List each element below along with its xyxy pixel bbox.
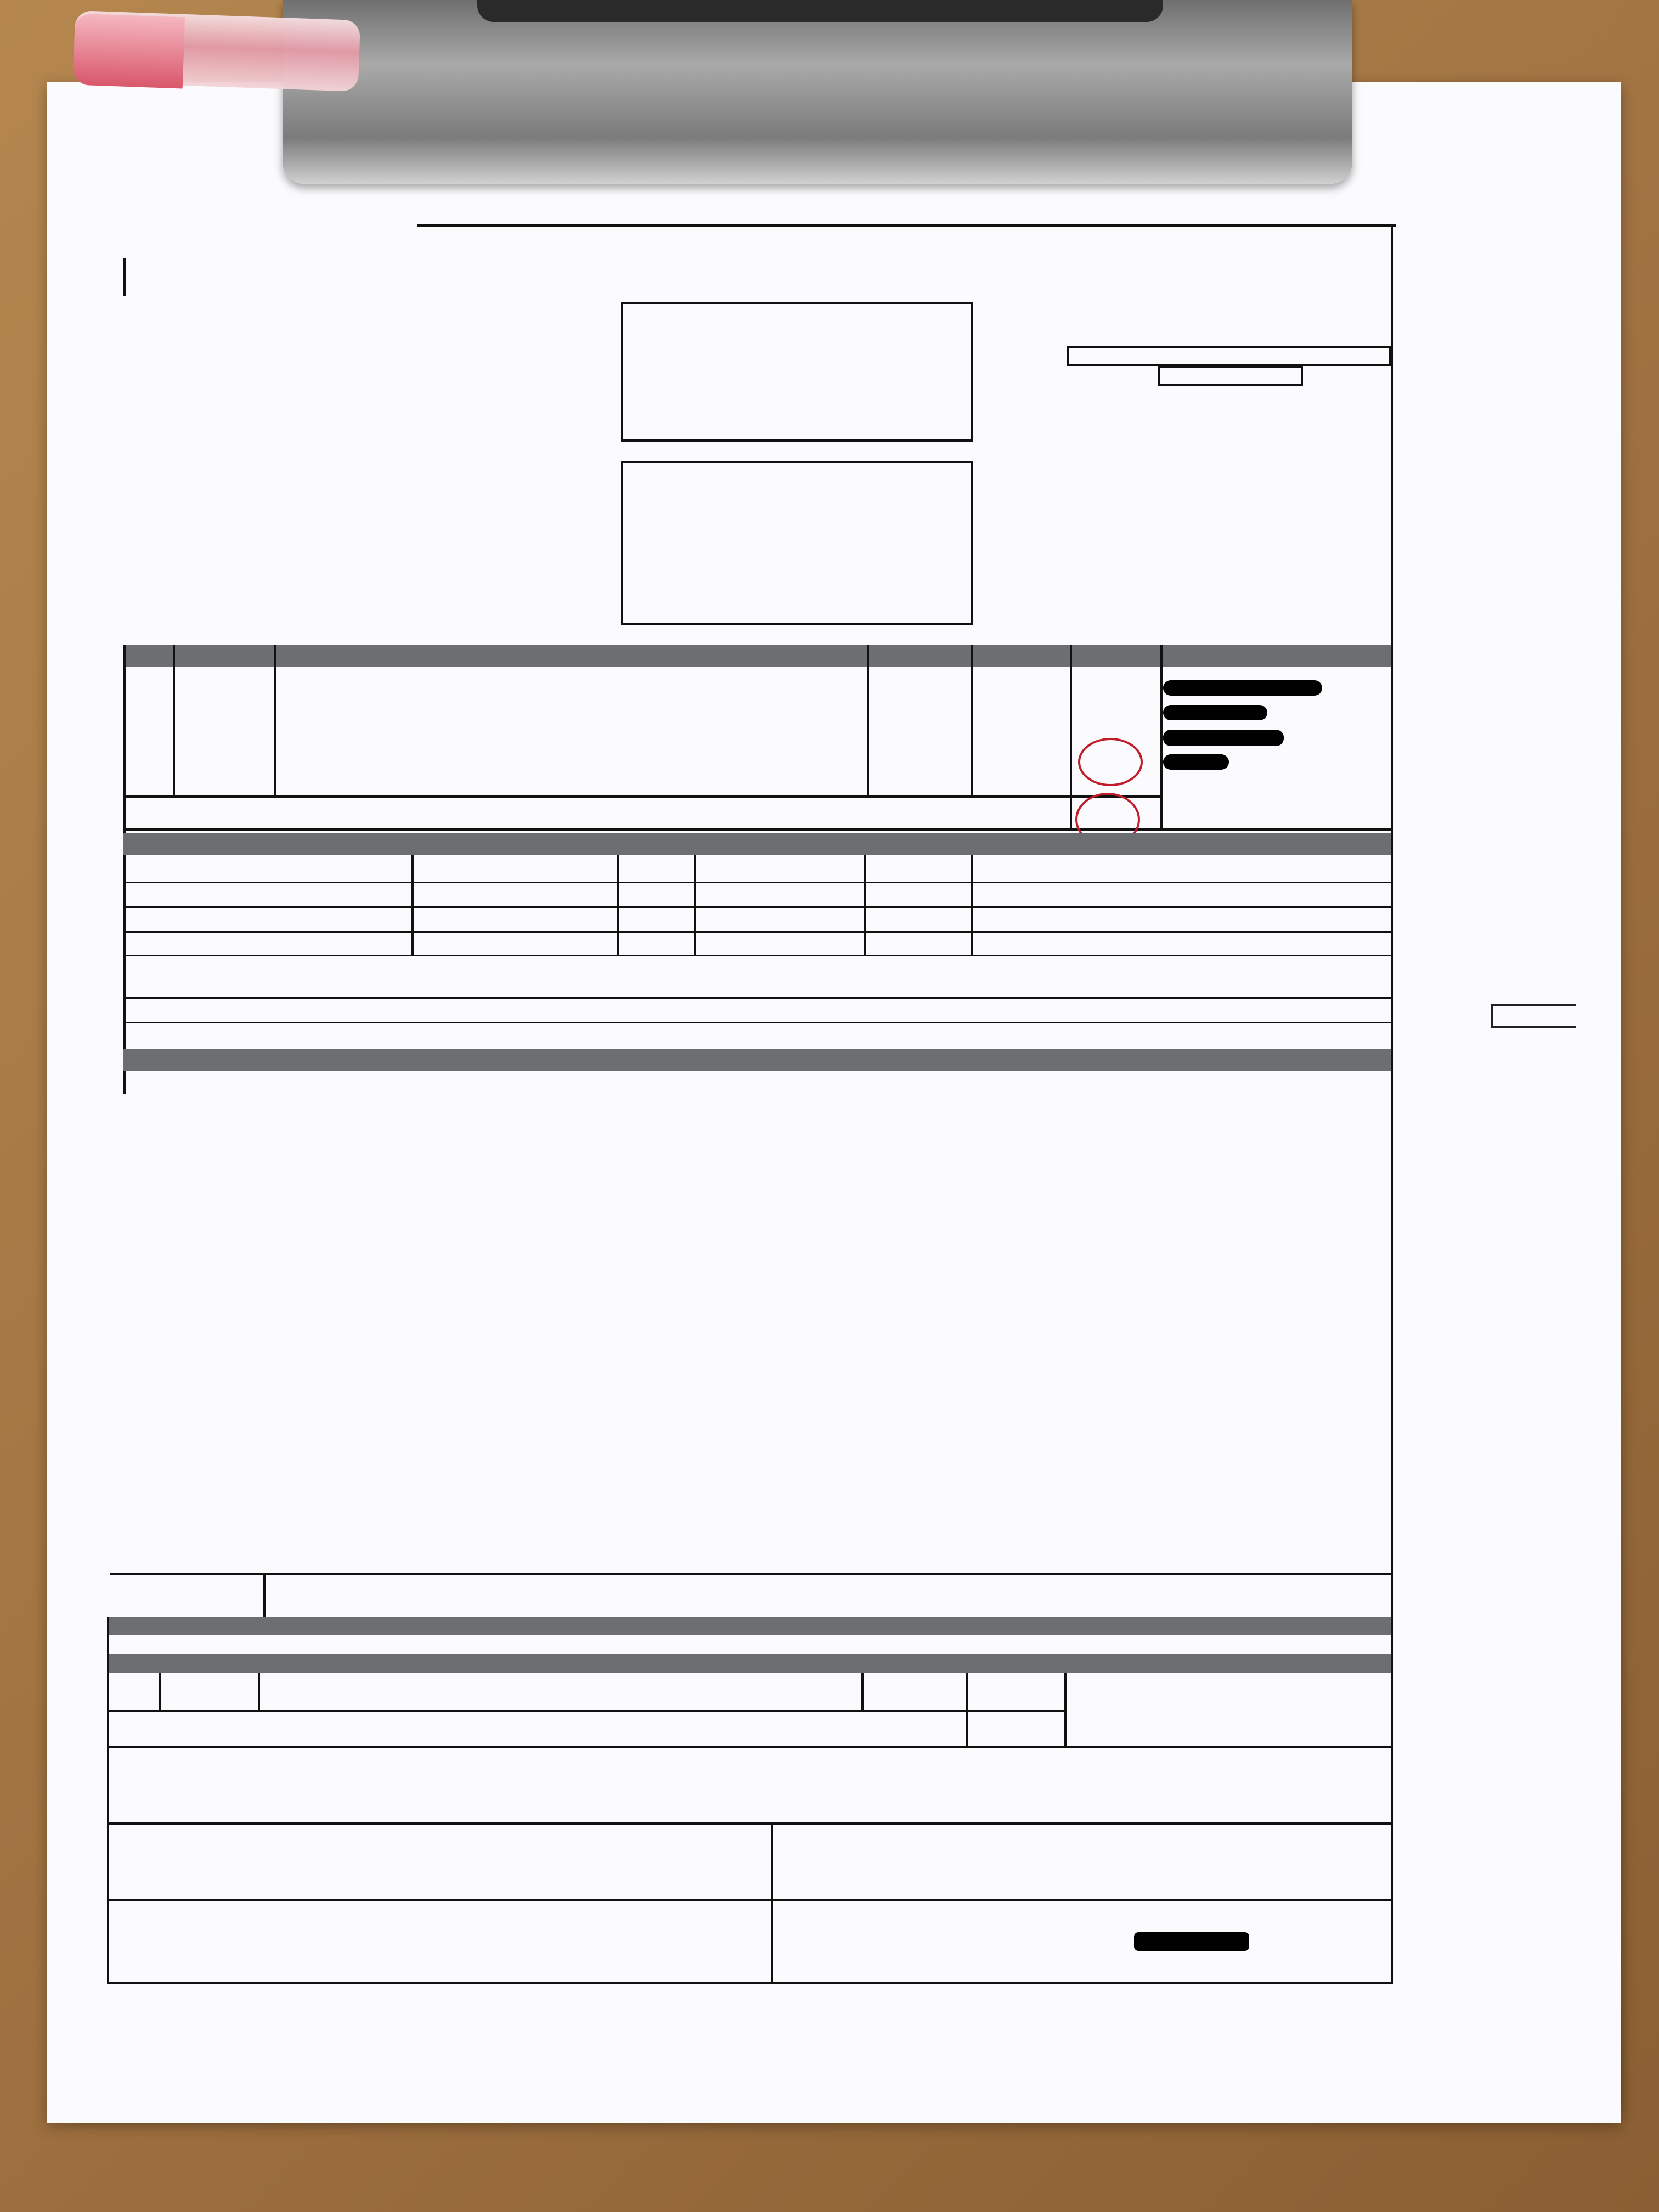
scene-header-band <box>123 645 1391 667</box>
redaction-bar <box>1163 680 1322 696</box>
date-box <box>1067 346 1391 366</box>
redaction-bar <box>1134 1932 1249 1951</box>
requirements-title <box>123 1049 1391 1071</box>
general-call-box <box>621 302 973 442</box>
handwritten-circle <box>1078 738 1143 786</box>
thanks-box <box>621 461 973 625</box>
redaction-bar <box>1163 730 1284 746</box>
call-sheet <box>107 219 1396 1986</box>
day-box <box>1158 365 1303 386</box>
redaction-bar <box>1163 705 1267 720</box>
redaction-bar <box>1163 754 1229 770</box>
cast-header-band <box>123 833 1391 855</box>
clip-hinge <box>477 0 1163 22</box>
pen-cap <box>73 14 185 89</box>
page-tab-mark <box>1491 1004 1576 1028</box>
clipboard-clip <box>283 0 1352 184</box>
avance-header-band <box>107 1654 1391 1673</box>
avance-title <box>107 1617 1391 1635</box>
